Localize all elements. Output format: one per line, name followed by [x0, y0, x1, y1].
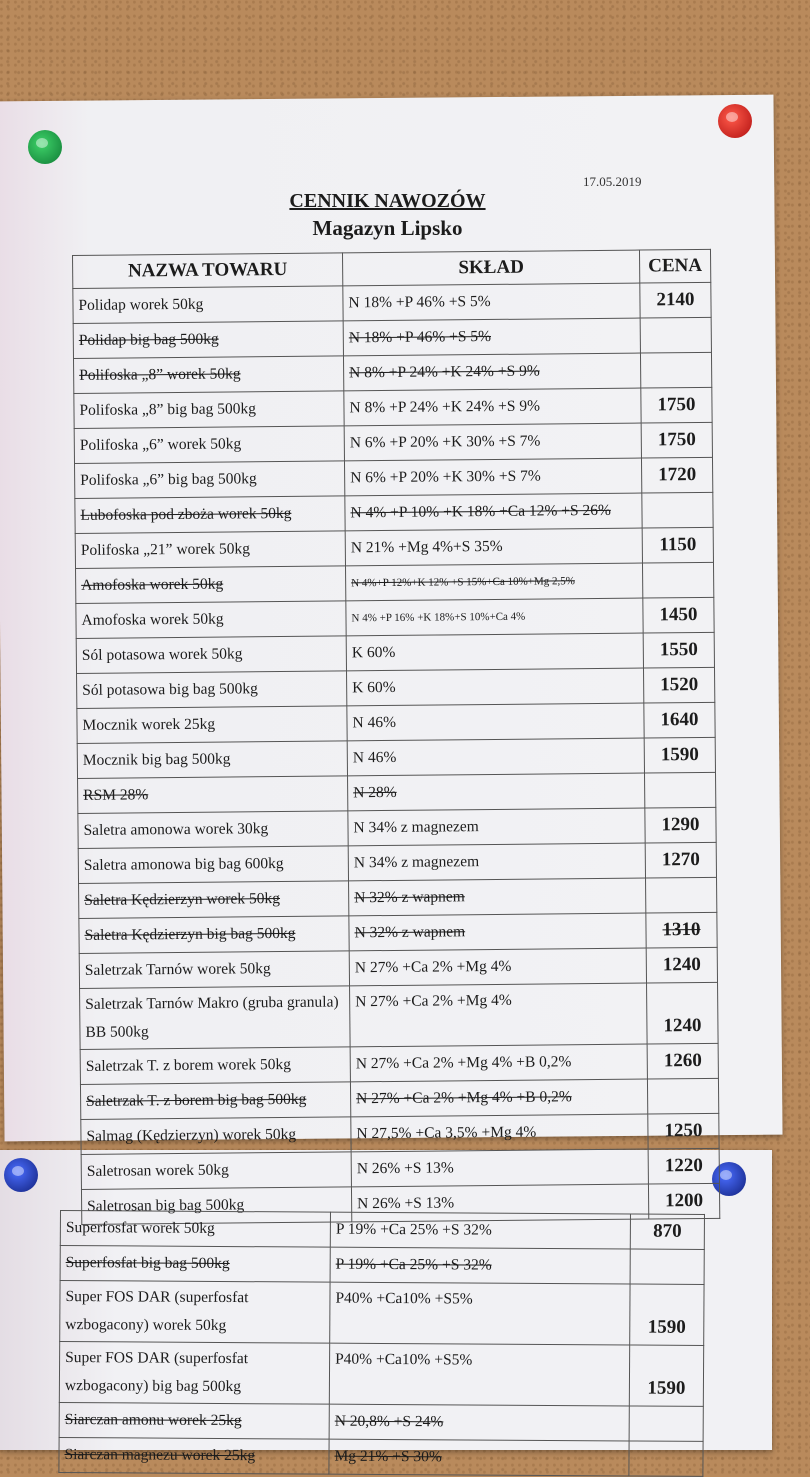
product-name: Superfosfat big bag 500kg: [60, 1246, 330, 1283]
page-subtitle: Magazyn Lipsko: [312, 216, 463, 240]
product-composition: N 6% +P 20% +K 30% +S 7%: [344, 458, 641, 496]
product-price: [646, 877, 717, 913]
product-composition: P40% +Ca10% +S5%: [330, 1282, 630, 1345]
product-name: Saletra Kędzierzyn worek 50kg: [79, 881, 349, 919]
red-pushpin-icon: [718, 104, 752, 138]
product-name: Superfosfat worek 50kg: [60, 1211, 330, 1248]
page-title: CENNIK NAWOZÓW: [289, 190, 486, 212]
table-row: [60, 1246, 704, 1285]
product-price: 1240: [646, 947, 717, 983]
product-price: 1750: [641, 387, 712, 423]
product-price: 1750: [641, 422, 712, 458]
product-name: Mocznik worek 25kg: [77, 706, 347, 744]
product-composition: N 8% +P 24% +K 24% +S 9%: [343, 353, 640, 391]
product-name: Lubofoska pod zboża worek 50kg: [75, 496, 345, 534]
product-composition: N 6% +P 20% +K 30% +S 7%: [344, 423, 641, 461]
product-name: Polifoska „8” big bag 500kg: [74, 391, 344, 429]
product-price: 870: [630, 1214, 704, 1249]
product-price: 1640: [644, 702, 715, 738]
product-composition: N 34% z magnezem: [348, 808, 645, 846]
product-price: 1590: [629, 1345, 703, 1406]
header-name: NAZWA TOWARU: [73, 253, 343, 289]
product-name: Sól potasowa worek 50kg: [76, 636, 346, 674]
product-name: Super FOS DAR (superfosfat wzbogacony) big bag 500kg: [59, 1342, 329, 1405]
product-composition: K 60%: [347, 668, 644, 706]
product-price: [647, 1078, 718, 1114]
product-composition: N 34% z magnezem: [348, 843, 645, 881]
product-price: 2140: [640, 282, 711, 318]
product-price: 1590: [630, 1284, 704, 1345]
product-name: Amofoska worek 50kg: [76, 566, 346, 604]
table-row: [59, 1437, 703, 1476]
product-name: Polifoska „8” worek 50kg: [73, 356, 343, 394]
product-composition: N 26% +S 13%: [351, 1149, 648, 1187]
table-row: [60, 1211, 704, 1250]
product-price: 1590: [644, 737, 715, 773]
product-name: Saletrzak T. z borem big bag 500kg: [80, 1082, 350, 1120]
product-composition: N 26% +S 13%: [351, 1184, 648, 1222]
product-name: Polidap worek 50kg: [73, 286, 343, 324]
product-composition: N 4%+P 12%+K 12% +S 15%+Ca 10%+Mg 2,5%: [345, 563, 642, 601]
product-name: Polidap big bag 500kg: [73, 321, 343, 359]
product-composition: N 4% +P 16% +K 18%+S 10%+Ca 4%: [346, 598, 643, 636]
product-composition: N 32% z wapnem: [349, 913, 646, 951]
product-price: 1270: [645, 842, 716, 878]
product-name: Super FOS DAR (superfosfat wzbogacony) worek 50kg: [60, 1281, 330, 1344]
product-name: Saletrosan big bag 500kg: [81, 1187, 351, 1225]
product-composition: K 60%: [346, 633, 643, 671]
product-price: 1150: [642, 527, 713, 563]
product-name: Saletrzak Tarnów Makro (gruba granula) BB 500kg: [80, 986, 351, 1050]
product-price: 1310: [646, 912, 717, 948]
product-composition: N 18% +P 46% +S 5%: [343, 283, 640, 321]
product-name: Sól potasowa big bag 500kg: [77, 671, 347, 709]
product-price: 1260: [647, 1043, 718, 1079]
product-composition: N 27,5% +Ca 3,5% +Mg 4%: [351, 1114, 648, 1152]
price-list-date: 17.05.2019: [583, 174, 642, 189]
product-price: 1290: [645, 807, 716, 843]
price-table-continued: [58, 1210, 705, 1477]
table-row: [59, 1402, 703, 1441]
product-name: Saletra amonowa worek 30kg: [78, 811, 348, 849]
product-name: Saletrzak Tarnów worek 50kg: [79, 951, 349, 989]
table-row: [80, 982, 719, 1049]
product-price: [630, 1249, 704, 1284]
product-composition: P 19% +Ca 25% +S 32%: [330, 1212, 630, 1249]
product-price: 1450: [643, 597, 714, 633]
product-name: Saletra amonowa big bag 600kg: [78, 846, 348, 884]
product-composition: Mg 21% +S 30%: [329, 1439, 629, 1476]
product-price: [629, 1441, 703, 1476]
product-price: [640, 317, 711, 353]
product-composition: N 27% +Ca 2% +Mg 4% +B 0,2%: [350, 1079, 647, 1117]
product-composition: N 4% +P 10% +K 18% +Ca 12% +S 26%: [345, 493, 642, 531]
product-composition: N 46%: [347, 738, 644, 776]
product-name: Mocznik big bag 500kg: [77, 741, 347, 779]
product-composition: N 46%: [347, 703, 644, 741]
price-table: [72, 249, 720, 1225]
table-row: [59, 1342, 703, 1407]
product-price: 1200: [648, 1183, 719, 1219]
product-price: 1520: [643, 667, 714, 703]
product-composition: N 28%: [348, 773, 645, 811]
product-composition: N 32% z wapnem: [349, 878, 646, 916]
product-composition: N 27% +Ca 2% +Mg 4%: [350, 983, 648, 1047]
product-price: [644, 772, 715, 808]
product-price: [640, 352, 711, 388]
product-name: Polifoska „21” worek 50kg: [75, 531, 345, 569]
product-name: Salmag (Kędzierzyn) worek 50kg: [81, 1117, 351, 1155]
product-name: Polifoska „6” big bag 500kg: [75, 461, 345, 499]
product-price: 1220: [648, 1148, 719, 1184]
product-composition: N 27% +Ca 2% +Mg 4% +B 0,2%: [350, 1044, 647, 1082]
product-composition: N 8% +P 24% +K 24% +S 9%: [344, 388, 641, 426]
product-price: 1250: [648, 1113, 719, 1149]
product-name: Siarczan amonu worek 25kg: [59, 1402, 329, 1439]
product-price: [642, 492, 713, 528]
product-name: Amofoska worek 50kg: [76, 601, 346, 639]
product-composition: N 27% +Ca 2% +Mg 4%: [349, 948, 646, 986]
product-name: Polifoska „6” worek 50kg: [74, 426, 344, 464]
header-price: CENA: [639, 249, 710, 283]
product-name: Siarczan magnezu worek 25kg: [59, 1437, 329, 1474]
product-name: Saletrosan worek 50kg: [81, 1152, 351, 1190]
product-price: 1550: [643, 632, 714, 668]
product-name: Saletrzak T. z borem worek 50kg: [80, 1047, 350, 1085]
product-price: 1720: [641, 457, 712, 493]
product-composition: N 18% +P 46% +S 5%: [343, 318, 640, 356]
product-composition: P 19% +Ca 25% +S 32%: [330, 1247, 630, 1284]
product-composition: P40% +Ca10% +S5%: [329, 1343, 629, 1406]
header-composition: SKŁAD: [342, 250, 639, 286]
product-price: [629, 1406, 703, 1441]
product-name: Saletra Kędzierzyn big bag 500kg: [79, 916, 349, 954]
blue-pushpin-left-icon: [4, 1158, 38, 1192]
product-composition: N 21% +Mg 4%+S 35%: [345, 528, 642, 566]
product-composition: N 20,8% +S 24%: [329, 1404, 629, 1441]
product-price: 1240: [647, 982, 719, 1044]
product-price: [642, 562, 713, 598]
green-pushpin-icon: [28, 130, 62, 164]
table-row: [60, 1281, 704, 1346]
product-name: RSM 28%: [78, 776, 348, 814]
